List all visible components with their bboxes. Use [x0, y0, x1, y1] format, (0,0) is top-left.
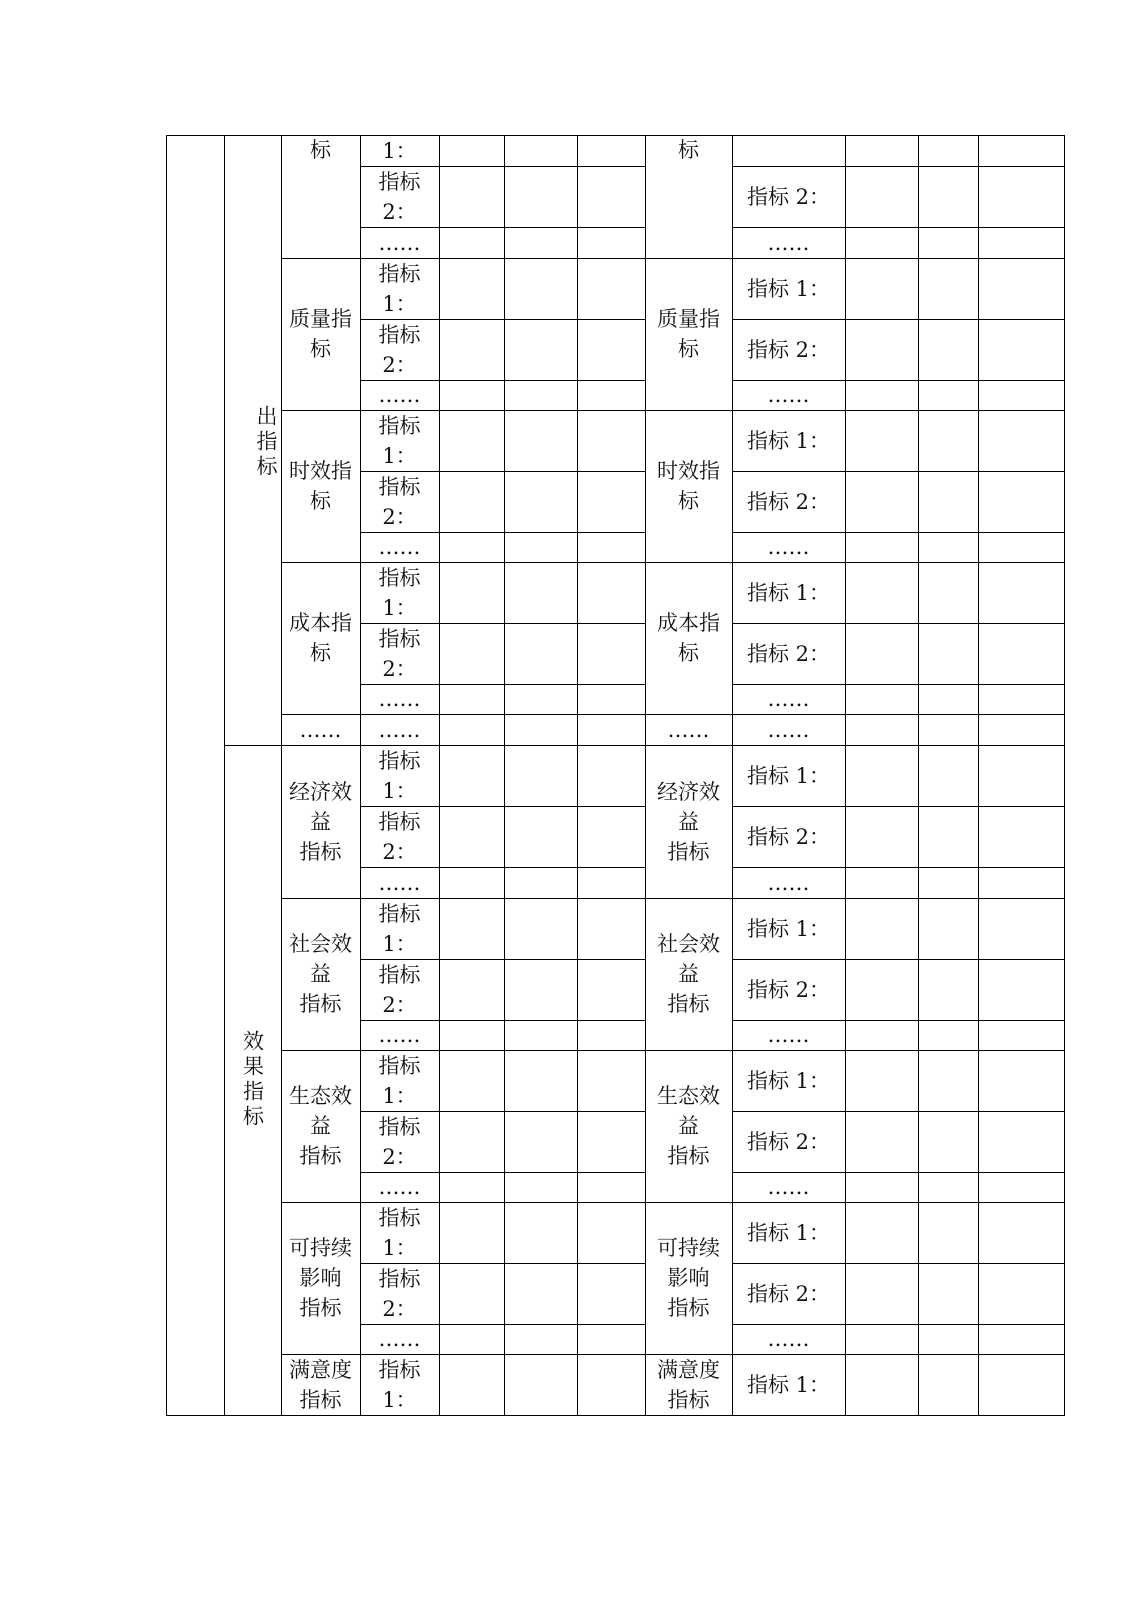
indicator-2-left: 指标 2： — [378, 1114, 421, 1169]
indicator-2-right: 指标 2： — [746, 184, 831, 209]
column-border — [918, 135, 919, 1416]
quality-group-label-right: 质量指 标 — [657, 307, 720, 361]
indicator-1-right: 指标 1： — [746, 763, 831, 788]
indicator-1-left: 指标 1： — [378, 413, 421, 468]
cost-group-label-left: 成本指 标 — [289, 611, 352, 665]
cost-group-label-right: 成本指 标 — [657, 611, 720, 665]
indicator-2-left: 指标 2： — [378, 809, 421, 864]
indicator-more-left: …… — [378, 1023, 421, 1047]
ecological-group-label-right: 生态效 益 指标 — [657, 1084, 720, 1168]
indicator-2-right: 指标 2： — [746, 641, 831, 666]
indicator-2-left: 指标 2： — [378, 1266, 421, 1321]
timeliness-group-label-left: 时效指 标 — [289, 459, 352, 513]
indicator-2-right: 指标 2： — [746, 1129, 831, 1154]
indicator-1-left: 指标 1： — [378, 565, 421, 620]
column-border — [439, 135, 440, 1416]
table-bottom-border — [166, 1415, 1065, 1416]
ecological-group-label-left: 生态效 益 指标 — [289, 1084, 352, 1168]
satisfaction-group-label-left: 满意度 指标 — [289, 1357, 352, 1412]
indicator-2-right: 指标 2： — [746, 824, 831, 849]
indicator-1-left: 指标 1： — [378, 748, 421, 803]
indicator-more-right: …… — [767, 230, 810, 255]
column-border — [577, 135, 578, 1416]
effect-indicators-label: 效果指标 — [240, 1030, 265, 1130]
quality-group-label-left: 质量指 标 — [289, 307, 352, 361]
timeliness-group-label-right: 时效指 标 — [657, 459, 720, 513]
indicator-1-left: 指标 1： — [378, 1205, 421, 1260]
column-border — [504, 135, 505, 1416]
output-indicators-label: 出指标 — [254, 404, 278, 480]
economic-group-label-right: 经济效 益 指标 — [657, 779, 720, 864]
indicator-1-left: 指标 1： — [378, 1053, 421, 1108]
indicator-more-left: …… — [378, 1175, 421, 1199]
column-border — [978, 135, 979, 1416]
indicator-2-left: 指标 2： — [378, 962, 421, 1017]
indicator-2-right: 指标 2： — [746, 337, 831, 362]
more-indicators-right: …… — [767, 717, 810, 742]
indicator-more-right: …… — [767, 870, 810, 895]
indicator-more-left: …… — [378, 870, 421, 895]
social-group-label-right: 社会效 益 指标 — [657, 932, 720, 1016]
indicator-1-right: 指标 1： — [746, 1372, 831, 1397]
indicator-1-right: 指标 1： — [746, 1068, 831, 1093]
indicator-more-right: …… — [767, 1175, 810, 1199]
indicator-1-left: 指标 1： — [378, 261, 421, 316]
indicator-2-left: 指标 2： — [378, 169, 421, 224]
column-border — [845, 135, 846, 1416]
indicator-more-left: …… — [378, 1327, 421, 1351]
indicator-more-left: …… — [378, 230, 421, 255]
sustainable-group-label-left: 可持续 影响 指标 — [289, 1236, 352, 1320]
indicator-1-right: 指标 1： — [746, 580, 831, 605]
indicator-more-left: …… — [378, 535, 421, 559]
indicator-1-left: 指标 1： — [378, 1357, 421, 1412]
indicator-2-left: 指标 2： — [378, 322, 421, 377]
indicator-more-left: …… — [378, 383, 421, 407]
indicator-more-right: …… — [767, 1023, 810, 1047]
sustainable-group-label-right: 可持续 影响 指标 — [657, 1236, 720, 1320]
table-left-border — [166, 135, 167, 1416]
indicator-1-left: 指标 1： — [378, 901, 421, 956]
indicator-more-right: …… — [767, 1327, 810, 1351]
indicator-1-right: 指标 1： — [746, 1220, 831, 1245]
more-indicators-left: …… — [378, 717, 421, 742]
indicator-1-right: 指标 1： — [746, 916, 831, 941]
table-right-border — [1064, 135, 1065, 1416]
indicator-1-right: 指标 1： — [746, 276, 831, 301]
indicator-more-right: …… — [767, 535, 810, 559]
group-label-tail-left: 标 — [310, 138, 331, 162]
indicator-1-right: 指标 1： — [746, 428, 831, 453]
indicator-more-right: …… — [767, 383, 810, 407]
more-groups-left: …… — [299, 717, 342, 742]
economic-group-label-left: 经济效 益 指标 — [289, 779, 352, 864]
more-groups-right: …… — [667, 717, 710, 742]
indicator-more-right: …… — [767, 687, 810, 711]
group-label-tail-right: 标 — [678, 138, 699, 162]
indicator-1-left: 1： — [382, 138, 417, 163]
social-group-label-left: 社会效 益 指标 — [289, 932, 352, 1016]
satisfaction-group-label-right: 满意度 指标 — [657, 1357, 720, 1412]
indicator-2-right: 指标 2： — [746, 977, 831, 1002]
indicator-more-left: …… — [378, 687, 421, 711]
indicator-2-left: 指标 2： — [378, 474, 421, 529]
indicator-2-right: 指标 2： — [746, 489, 831, 514]
indicator-2-left: 指标 2： — [378, 626, 421, 681]
indicator-2-right: 指标 2： — [746, 1281, 831, 1306]
